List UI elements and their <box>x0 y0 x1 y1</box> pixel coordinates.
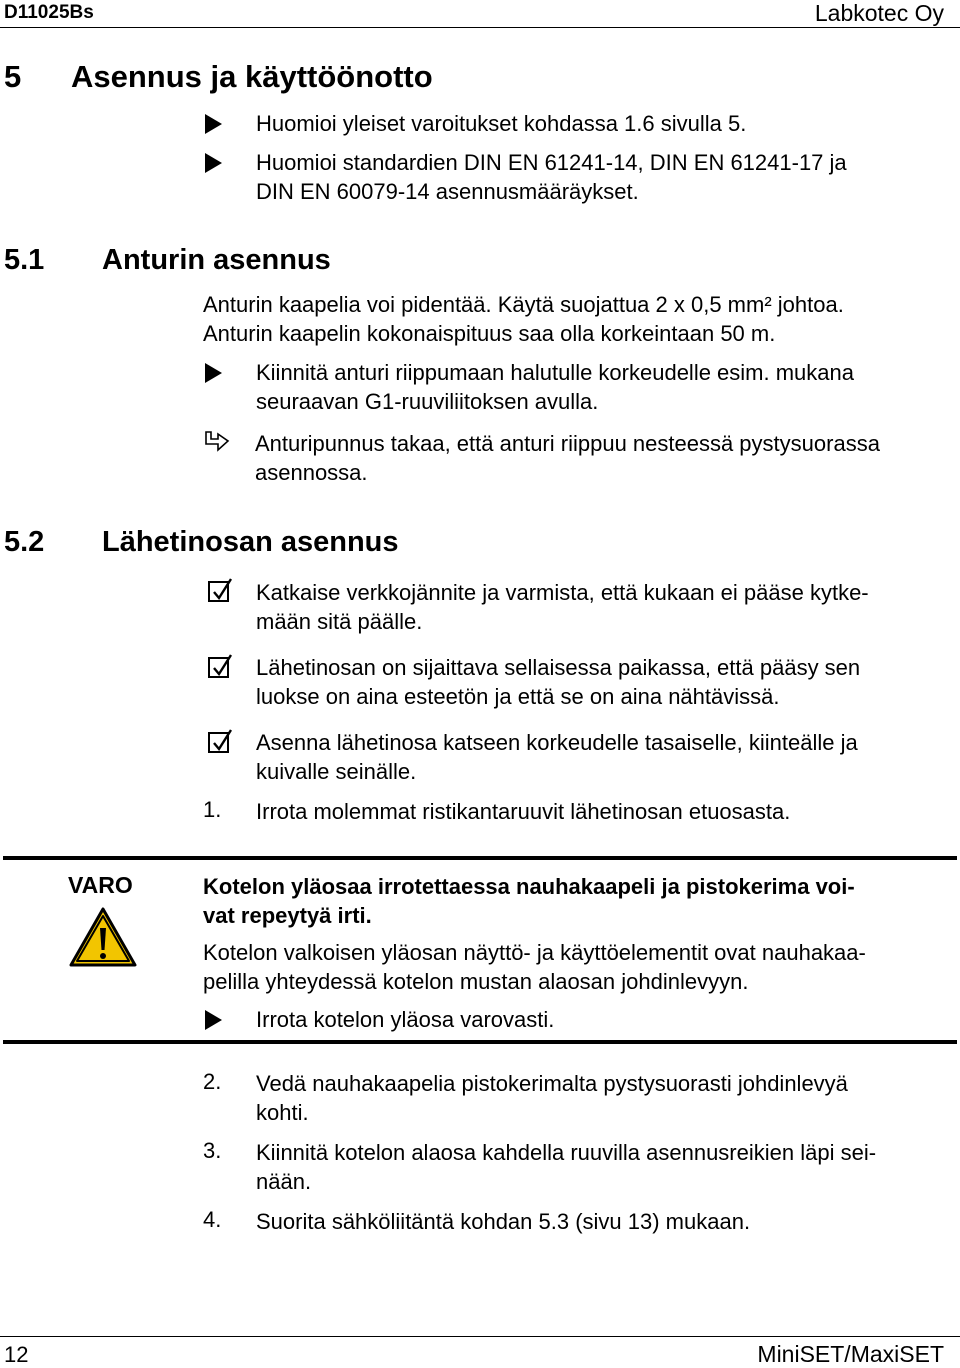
step-text: kohti. <box>256 1100 309 1125</box>
section-5-1-number: 5.1 <box>4 244 45 276</box>
step-number: 3. <box>203 1138 222 1163</box>
warning-text: pelilla yhteydessä kotelon mustan alaosan johdinlevyyn. <box>203 969 749 994</box>
product-name: MiniSET/MaxiSET <box>757 1341 944 1367</box>
check-item-text: kuivalle seinälle. <box>256 759 417 784</box>
step-text: Vedä nauhakaapelia pistokerimalta pystysuorasti johdinlevyä <box>256 1071 848 1096</box>
step-number: 1. <box>203 797 222 822</box>
section-5-title: Asennus ja käyttöönotto <box>71 59 433 94</box>
check-item-text: luokse on aina esteetön ja että se on aina nähtävissä. <box>256 684 780 709</box>
check-item-text: Katkaise verkkojännite ja varmista, että kukaan ei pääse kytke- <box>256 580 869 605</box>
step-text: Suorita sähköliitäntä kohdan 5.3 (sivu 13) mukaan. <box>256 1209 751 1234</box>
step-text: nään. <box>256 1169 312 1194</box>
checked-box-icon <box>208 732 229 753</box>
document-id: D11025Bs <box>4 2 94 23</box>
page-number: 12 <box>4 1342 29 1367</box>
result-text: asennossa. <box>255 460 368 485</box>
warning-triangle-icon <box>68 906 138 973</box>
arrow-bullet-icon <box>205 114 222 134</box>
section-5-number: 5 <box>4 59 22 94</box>
bullet-text: DIN EN 60079-14 asennusmääräykset. <box>256 179 639 204</box>
footer-rule <box>0 1336 960 1337</box>
bullet-text: Huomioi standardien DIN EN 61241-14, DIN EN 61241-17 ja <box>256 150 847 175</box>
section-5-1-title: Anturin asennus <box>102 244 331 276</box>
check-item-text: Lähetinosan on sijaittava sellaisessa paikassa, että pääsy sen <box>256 655 861 680</box>
check-item-text: Asenna lähetinosa katseen korkeudelle tasaiselle, kiinteälle ja <box>256 730 858 755</box>
warning-bottom-rule <box>3 1040 957 1044</box>
paragraph-line: Anturin kaapelia voi pidentää. Käytä suojattua 2 x 0,5 mm² johtoa. <box>203 292 844 317</box>
warning-label: VARO <box>68 872 133 898</box>
header-rule <box>0 27 960 28</box>
step-number: 2. <box>203 1069 222 1094</box>
warning-bullet-text: Irrota kotelon yläosa varovasti. <box>256 1007 555 1032</box>
result-text: Anturipunnus takaa, että anturi riippuu nesteessä pystysuorassa <box>255 431 880 456</box>
warning-bold-text: vat repeytyä irti. <box>203 903 372 928</box>
arrow-bullet-icon <box>205 363 222 383</box>
section-5-2-number: 5.2 <box>4 526 45 558</box>
arrow-bullet-icon <box>205 153 222 173</box>
paragraph-line: Anturin kaapelin kokonaispituus saa olla korkeintaan 50 m. <box>203 321 776 346</box>
step-text: Irrota molemmat ristikantaruuvit lähetinosan etuosasta. <box>256 799 791 824</box>
warning-top-rule <box>3 856 957 860</box>
step-number: 4. <box>203 1207 222 1232</box>
step-text: Kiinnitä kotelon alaosa kahdella ruuvilla asennusreikien läpi sei- <box>256 1140 877 1165</box>
result-arrow-icon <box>204 431 230 453</box>
warning-bold-text: Kotelon yläosaa irrotettaessa nauhakaapeli ja pistokerima voi- <box>203 874 855 899</box>
company-name: Labkotec Oy <box>814 0 944 26</box>
bullet-text: Kiinnitä anturi riippumaan halutulle korkeudelle esim. mukana <box>256 360 854 385</box>
bullet-text: seuraavan G1-ruuviliitoksen avulla. <box>256 389 599 414</box>
check-item-text: mään sitä päälle. <box>256 609 423 634</box>
arrow-bullet-icon <box>205 1010 222 1030</box>
checked-box-icon <box>208 581 229 602</box>
bullet-text: Huomioi yleiset varoitukset kohdassa 1.6 sivulla 5. <box>256 111 747 136</box>
warning-text: Kotelon valkoisen yläosan näyttö- ja käyttöelementit ovat nauhakaa- <box>203 940 866 965</box>
section-5-2-title: Lähetinosan asennus <box>102 526 399 558</box>
checked-box-icon <box>208 657 229 678</box>
